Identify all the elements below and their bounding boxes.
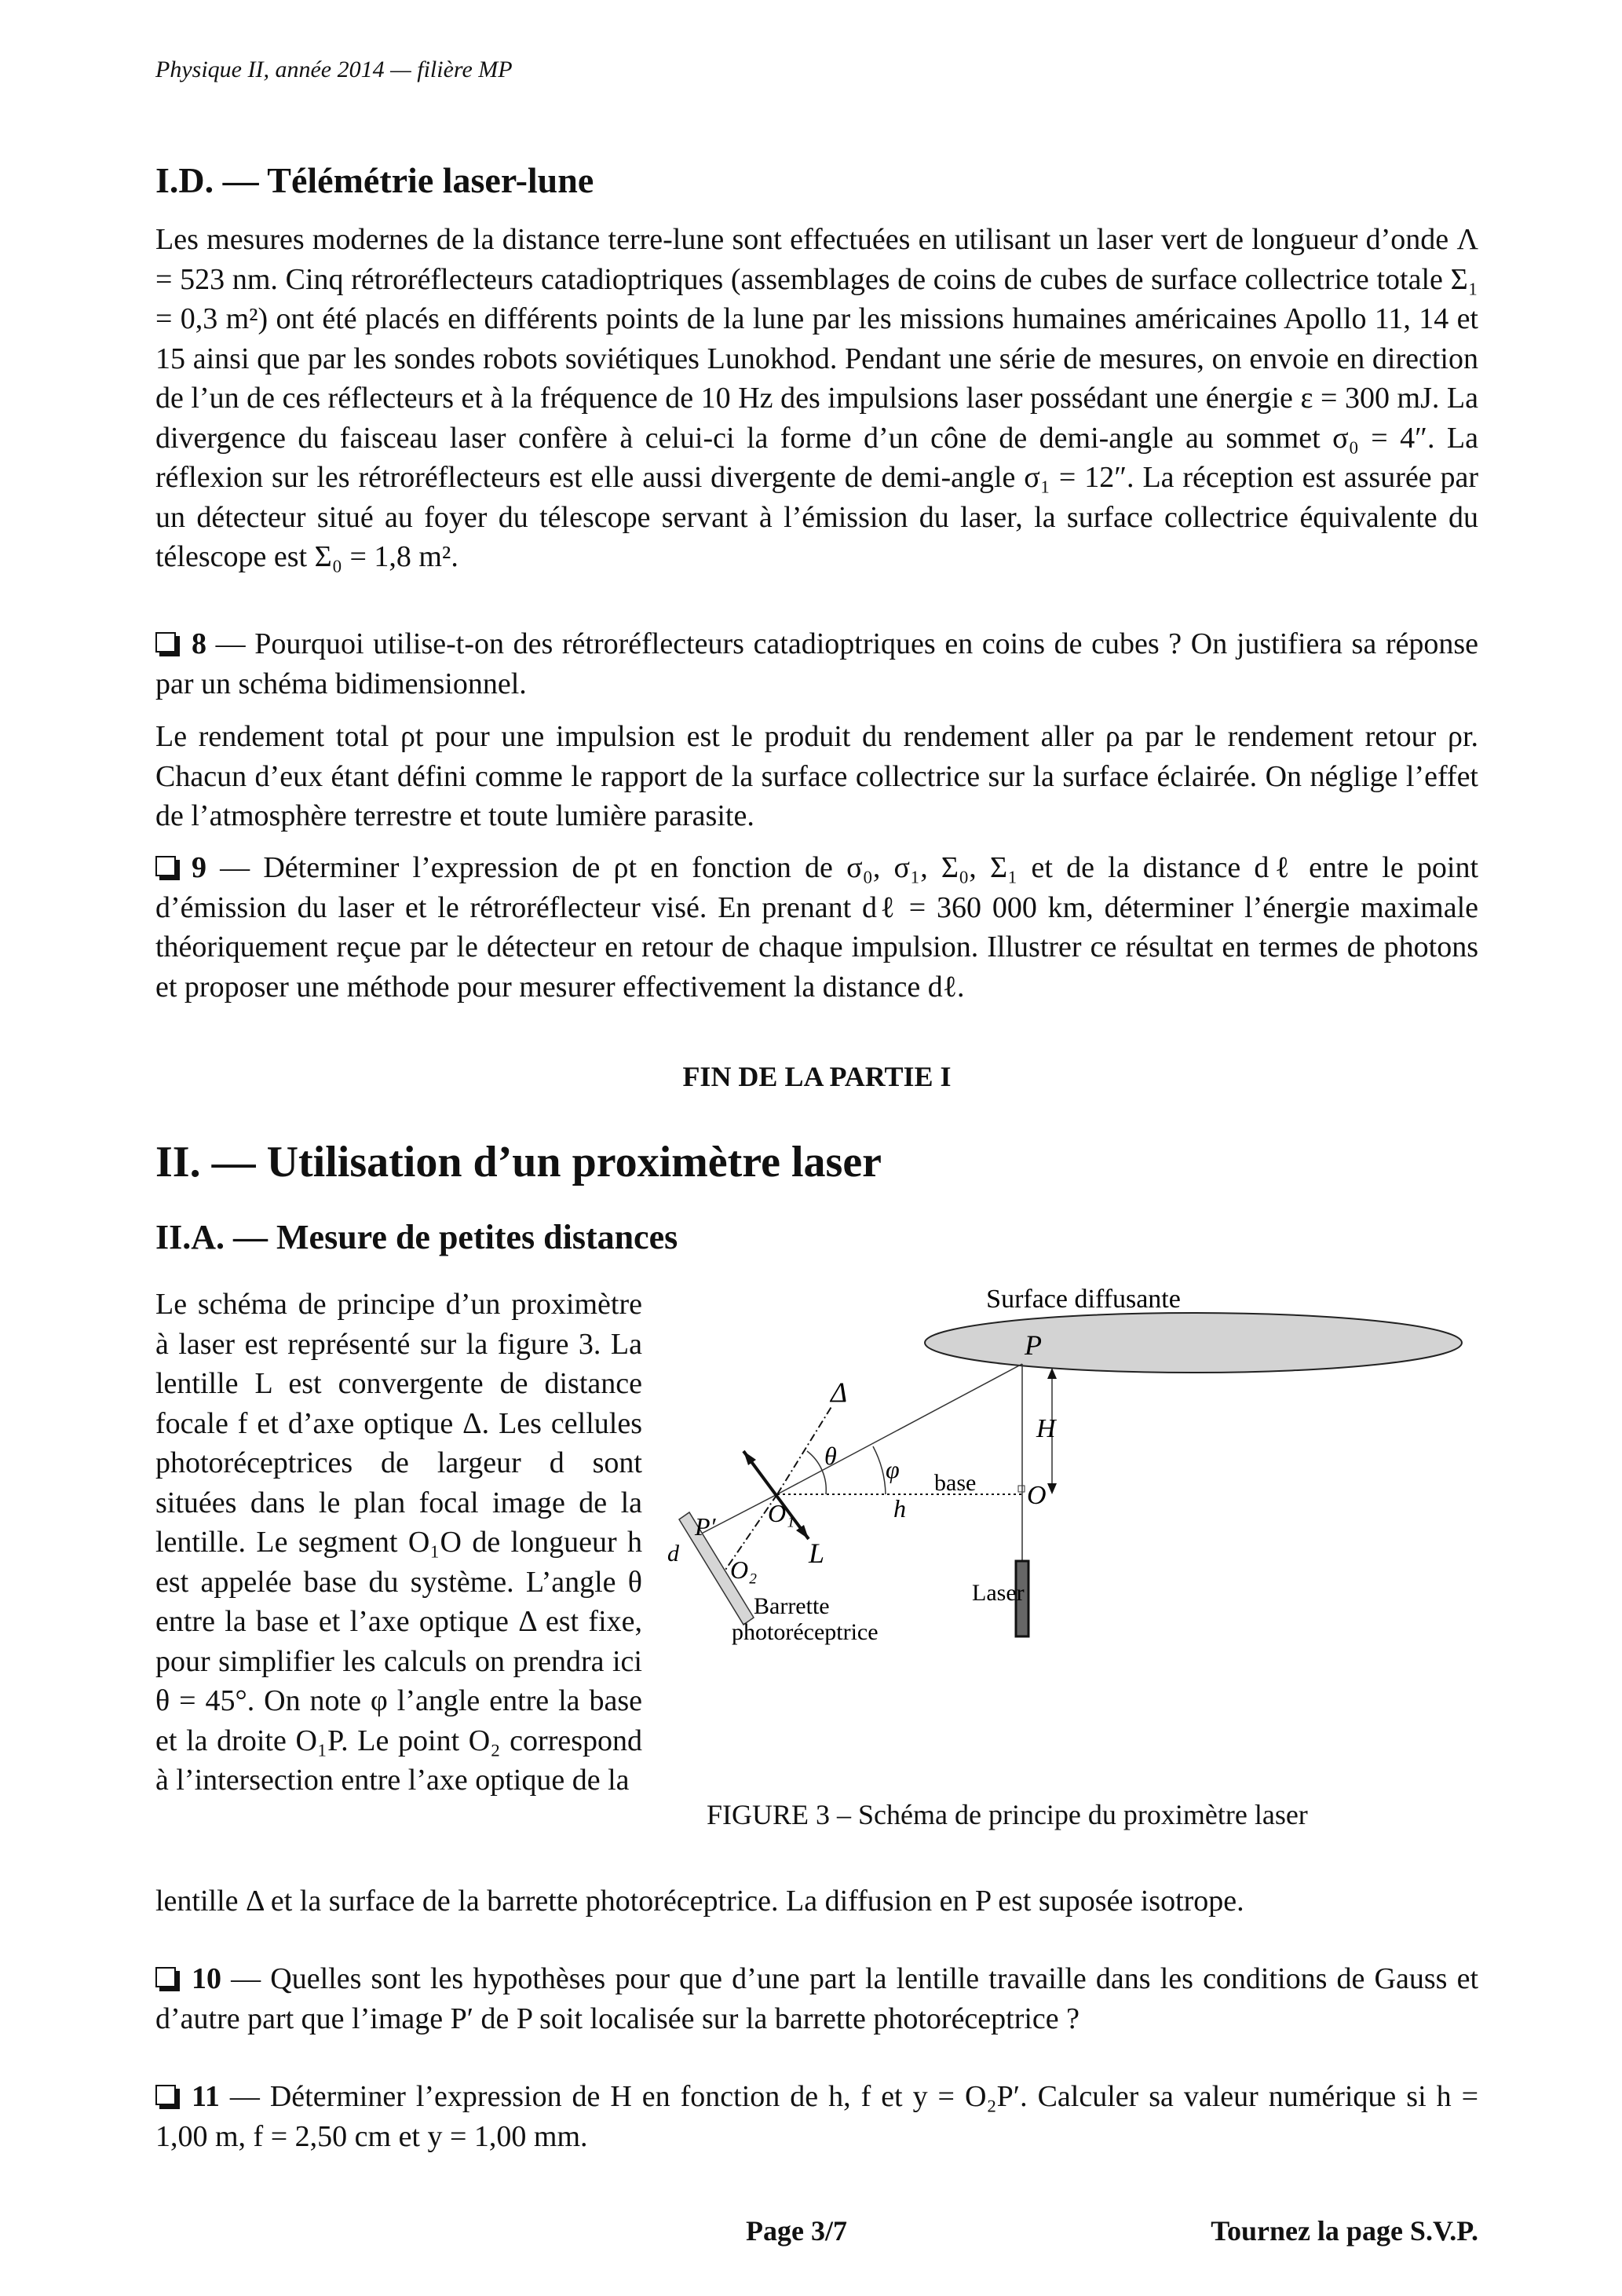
label-h: h xyxy=(893,1494,906,1523)
question-text: — Déterminer l’expression de ρt en fonction de σ₀, σ₁, Σ₀, Σ₁ et de la distance dℓ entre le point d’émission du laser et le rétroréflecteur visé. En prenant dℓ = 360 000 km, déterminer l’énergie maximale théoriquement reçue par le détecteur en retour de chaque impulsion. Illustrer ce résultat en termes de photons et proposer une méthode pour mesurer effectivement la distance dℓ. xyxy=(155,851,1478,1004)
label-base: base xyxy=(934,1470,977,1496)
turn-page-note: Tournez la page S.V.P. xyxy=(1211,2215,1478,2247)
question-text: — Pourquoi utilise-t-on des rétroréflecteurs catadioptriques en coins de cubes ? On justifiera sa réponse par un schéma bidimensionnel. xyxy=(155,627,1478,700)
question-10 xyxy=(155,1959,1478,2038)
diffusing-surface xyxy=(925,1313,1462,1373)
section-title-ID: I.D. — Télémétrie laser-lune xyxy=(155,160,594,200)
question-number: 11 xyxy=(192,2080,220,2113)
figure-3-diagram xyxy=(667,1272,1492,1837)
page-number: Page 3/7 xyxy=(746,2215,847,2247)
paragraph-continuation: lentille Δ et la surface de la barrette photoréceptrice. La diffusion en P est suposée isotrope. xyxy=(155,1885,1244,1918)
end-of-part: FIN DE LA PARTIE I xyxy=(682,1061,952,1092)
ray-O1P xyxy=(777,1364,1022,1494)
label-O: O xyxy=(1027,1481,1047,1510)
label-phi: φ xyxy=(886,1455,900,1483)
label-O1: O₁ xyxy=(768,1499,795,1527)
question-number: 10 xyxy=(192,1962,221,1995)
subsection-title-IIA: II.A. — Mesure de petites distances xyxy=(155,1218,678,1256)
label-H: H xyxy=(1036,1414,1056,1443)
running-head: Physique II, année 2014 — filière MP xyxy=(155,57,513,82)
label-d: d xyxy=(667,1541,679,1567)
question-number: 9 xyxy=(192,851,206,884)
checkbox-icon xyxy=(155,1967,176,1987)
checkbox-icon xyxy=(155,2085,176,2105)
label-O2: O₂ xyxy=(730,1556,758,1584)
label-Pprime: P′ xyxy=(695,1512,716,1541)
question-9 xyxy=(155,848,1478,1007)
label-theta: θ xyxy=(824,1442,837,1470)
question-number: 8 xyxy=(192,627,206,660)
label-surface: Surface diffusante xyxy=(986,1285,1181,1314)
caption-prefix: FIGURE 3 xyxy=(707,1799,831,1830)
checkbox-icon xyxy=(155,856,176,876)
caption-text: – Schéma de principe du proximètre laser xyxy=(830,1799,1308,1830)
figure-caption xyxy=(707,1798,1308,1831)
paragraph-intro: Les mesures modernes de la distance terre-lune sont effectuées en utilisant un laser vert de longueur d’onde Λ = 523 nm. Cinq rétroréflecteurs catadioptriques (assemblages de coins de cubes de surface collectrice totale Σ₁ = 0,3 m²) ont été placés en différents points de la lune par les missions humaines américaines Apollo 11, 14 et 15 ainsi que par les sondes robots soviétiques Lunokhod. Pendant une série de mesures, on envoie en direction de l’un de ces réflecteurs et à la fréquence de 10 Hz des impulsions laser possédant une énergie ε = 300 mJ. La divergence du faisceau laser confère à celui-ci la forme d’un cône de demi-angle au sommet σ₀ = 4″. La réflexion sur les rétroréflecteurs est elle aussi divergente de demi-angle σ₁ = 12″. La réception est assurée par un détecteur situé au foyer du télescope servant à l’émission du laser, la surface collectrice équivalente du télescope est Σ₀ = 1,8 m². xyxy=(155,223,1478,573)
question-text: — Quelles sont les hypothèses pour que d’une part la lentille travaille dans les conditions de Gauss et d’autre part que l’image P′ de P soit localisée sur la barrette photoréceptrice ? xyxy=(155,1962,1478,2035)
question-11 xyxy=(155,2077,1478,2156)
label-photoreceptrice: photoréceptrice xyxy=(732,1619,879,1645)
question-text: — Déterminer l’expression de H en fonction de h, f et y = O₂P′. Calculer sa valeur numérique si h = 1,00 m, f = 2,50 cm et y = 1,00 mm. xyxy=(155,2080,1478,2153)
label-L: L xyxy=(809,1537,825,1569)
label-delta: Δ xyxy=(831,1377,848,1408)
paragraph-schema: Le schéma de principe d’un proximètre à laser est représenté sur la figure 3. La lentille L est convergente de distance focale f et d’axe optique Δ. Les cellules photoréceptrices de largeur d sont situées dans le plan focal image de la lentille. Le segment O₁O de longueur h est appelée base du système. L’angle θ entre la base et l’axe optique Δ est fixe, pour simplifier les calculs on prendra ici θ = 45°. On note φ l’angle entre la base et la droite O₁P. Le point O₂ correspond à l’intersection entre l’axe optique de la xyxy=(155,1288,642,1797)
label-laser: Laser xyxy=(972,1580,1025,1606)
checkbox-icon xyxy=(155,632,176,653)
label-P: P xyxy=(1025,1329,1042,1361)
label-barrette: Barrette xyxy=(754,1593,830,1619)
paragraph-rendement: Le rendement total ρt pour une impulsion est le produit du rendement aller ρa par le rendement retour ρr. Chacun d’eux étant défini comme le rapport de la surface collectrice sur la surface éclairée. On néglige l’effet de l’atmosphère terrestre et toute lumière parasite. xyxy=(155,720,1478,832)
section-title-II: II. — Utilisation d’un proximètre laser xyxy=(155,1138,882,1186)
question-8 xyxy=(155,624,1478,704)
